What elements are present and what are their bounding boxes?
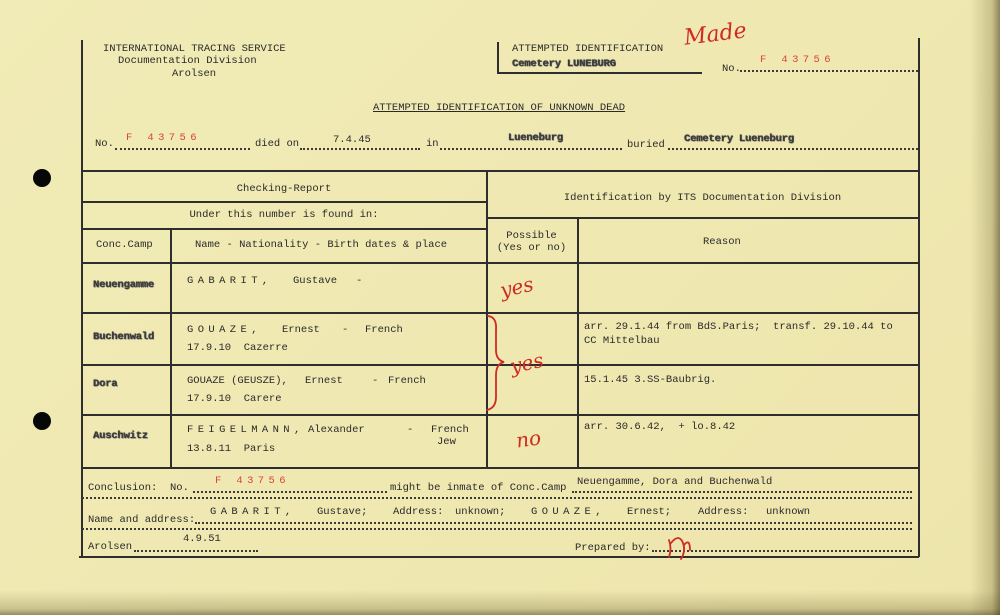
name-address-divider: [82, 528, 912, 530]
row-camp-stamp: Auschwitz: [93, 430, 148, 442]
conclusion-divider: [82, 497, 912, 499]
record-no-value: F 43756: [126, 132, 201, 144]
checking-subtitle-rule: [81, 228, 486, 230]
row-nationality-cont: Jew: [437, 436, 456, 448]
place-of-death-stamp: Lueneburg: [508, 132, 563, 144]
row-rule: [81, 414, 919, 416]
place-dotted-line: [440, 148, 622, 150]
person-address: unknown;: [455, 506, 506, 518]
buried-label: buried: [627, 139, 665, 151]
bracket-mark: [487, 316, 504, 410]
identification-title: Identification by ITS Documentation Division: [563, 192, 842, 204]
conclusion-no-label: No.: [170, 482, 189, 494]
died-on-value: 7.4.45: [333, 134, 371, 146]
column-header-camp: Conc.Camp: [96, 239, 153, 251]
date-dotted-line: [134, 550, 258, 552]
punch-hole-top: [33, 169, 51, 187]
checking-title-rule: [81, 201, 486, 203]
buried-dotted-line: [668, 148, 918, 150]
person-address: unknown: [766, 506, 811, 518]
row-reason: arr. 29.1.44 from BdS.Paris; transf. 29.10.44 to: [584, 321, 893, 333]
person-given-name: Gustave;: [317, 506, 368, 518]
verdict-yes-rows2-3: yes: [507, 347, 546, 379]
conclusion-camps: Neuengamme, Dora and Buchenwald: [577, 476, 773, 488]
row-dash: -: [372, 375, 379, 387]
table-bottom-rule: [81, 467, 919, 469]
report-date: 4.9.51: [183, 533, 221, 545]
conclusion-text: might be inmate of Conc.Camp: [390, 482, 567, 494]
card-bottom-border: [79, 556, 919, 558]
person-given-name: Ernest;: [627, 506, 672, 518]
document-title: ATTEMPTED IDENTIFICATION OF UNKNOWN DEAD: [373, 102, 626, 114]
row-rule: [81, 364, 919, 366]
row-dash: -: [342, 324, 349, 336]
punch-hole-bottom: [33, 412, 51, 430]
row-surname: FEIGELMANN,: [187, 424, 305, 436]
person-address-label: Address:: [698, 506, 749, 518]
column-header-possible: Possible: [506, 230, 557, 242]
row-reason-cont: CC Mittelbau: [584, 335, 660, 347]
row-given-name: Ernest: [282, 324, 320, 336]
id-box-cemetery-stamp: Cemetery LUNEBURG: [512, 58, 616, 70]
row-dash: -: [407, 424, 414, 436]
possible-column-rule: [577, 217, 579, 467]
row-surname: GOUAZE (GEUSZE),: [187, 375, 288, 387]
card-right-border: [918, 38, 920, 557]
record-no-label: No.: [95, 138, 114, 150]
verdict-no-row4: no: [514, 425, 543, 453]
row-rule: [81, 312, 919, 314]
record-no-dotted-line: [115, 148, 250, 150]
conclusion-camps-dotted-line: [572, 491, 912, 493]
column-header-rule: [81, 262, 919, 264]
column-header-possible-hint: (Yes or no): [496, 242, 567, 254]
org-division: Documentation Division: [118, 55, 257, 67]
column-header-reason: Reason: [703, 236, 741, 248]
id-box-no-value: F 43756: [760, 54, 835, 66]
table-top-rule: [81, 170, 919, 172]
org-location: Arolsen: [172, 68, 217, 80]
table-section-divider: [486, 170, 488, 467]
camp-column-rule: [170, 228, 172, 467]
handwritten-made-note: Made: [682, 18, 748, 51]
checking-report-subtitle: Under this number is found in:: [189, 209, 379, 221]
row-reason: arr. 30.6.42, + lo.8.42: [584, 421, 736, 433]
row-camp-stamp: Dora: [93, 378, 118, 390]
row-camp-stamp: Neuengamme: [93, 279, 155, 291]
row-nationality: French: [388, 375, 426, 387]
died-on-dotted-line: [300, 148, 420, 150]
id-box-underline: [497, 72, 702, 74]
person-surname: GABARIT,: [210, 506, 296, 518]
id-box-left-border: [497, 42, 499, 73]
id-box-no-label: No.: [722, 63, 741, 75]
row-birth: 17.9.10 Cazerre: [187, 342, 288, 354]
name-address-dotted-line: [195, 522, 912, 524]
name-address-label: Name and address:: [88, 514, 196, 526]
checking-report-title: Checking-Report: [236, 183, 332, 195]
row-given-name: Gustave: [293, 275, 338, 287]
row-nationality: French: [431, 424, 469, 436]
verdict-yes-row1: yes: [497, 271, 536, 303]
conclusion-no-value: F 43756: [215, 475, 290, 487]
org-name: INTERNATIONAL TRACING SERVICE: [103, 43, 286, 55]
row-birth: 13.8.11 Paris: [187, 443, 276, 455]
row-given-name: Alexander: [308, 424, 365, 436]
column-header-name: Name - Nationality - Birth dates & place: [195, 239, 448, 251]
row-given-name: Ernest: [305, 375, 343, 387]
row-dash: -: [356, 275, 363, 287]
row-surname: GOUAZE,: [187, 324, 262, 336]
row-camp-stamp: Buchenwald: [93, 331, 155, 343]
card-left-border: [81, 40, 83, 557]
id-box-title: ATTEMPTED IDENTIFICATION: [512, 43, 664, 55]
prepared-by-label: Prepared by:: [575, 542, 651, 554]
id-box-no-dotted-line: [740, 70, 918, 72]
conclusion-label: Conclusion:: [88, 482, 158, 494]
prepared-by-dotted-line: [652, 550, 912, 552]
row-reason: 15.1.45 3.SS-Baubrig.: [584, 374, 717, 386]
row-birth: 17.9.10 Carere: [187, 393, 282, 405]
place-label: Arolsen: [88, 541, 133, 553]
identification-title-rule: [486, 217, 919, 219]
person-surname: GOUAZE,: [531, 506, 606, 518]
row-surname: GABARIT,: [187, 275, 273, 287]
died-on-label: died on: [255, 138, 300, 150]
row-nationality: French: [365, 324, 403, 336]
conclusion-no-dotted-line: [193, 491, 387, 493]
buried-place-stamp: Cemetery Lueneburg: [684, 133, 794, 145]
person-address-label: Address:: [393, 506, 444, 518]
place-of-death-label: in: [426, 138, 439, 150]
